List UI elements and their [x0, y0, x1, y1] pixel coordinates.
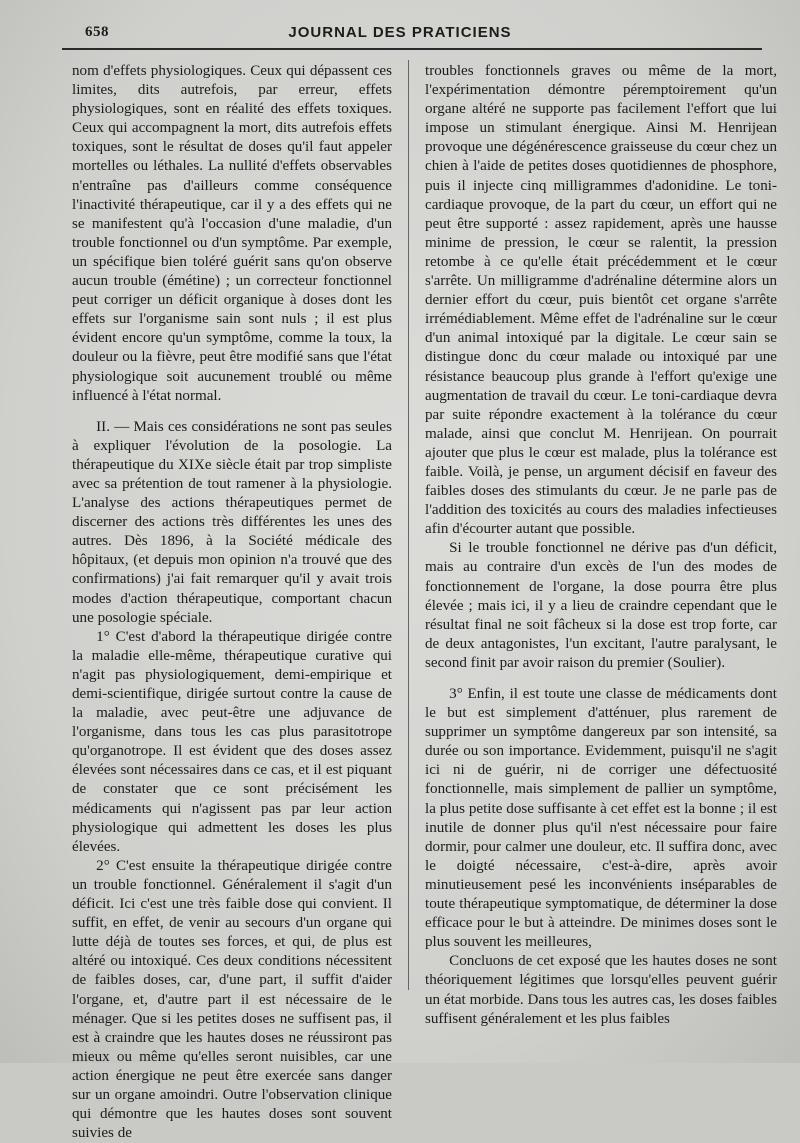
- paragraph: troubles fonctionnels graves ou même de la mort, l'expérimentation démontre péremptoirement qu'un organe altéré ne supporte pas facilement l'effort que lui impose un stimulant énergique. Ainsi M. Henrijean provoque une dégénérescence graisseuse du cœur chez un chien à l'aide de petites doses quotidiennes de phosphore, puis il injecte cinq milligrammes d'adonidine. Le toni-cardiaque provoque, de la part du cœur, un effort qui ne peut être supporté : assez rapidement, après une hausse minime de pression, le cœur se ralentit, la pression retombe à ce qu'elle était précédemment et le cœur s'arrête. Un milligramme d'adrénaline détermine alors un dernier effort du cœur, puis bientôt cet organe s'arrête irrémédiablement. Même effet de l'adrénaline sur le cœur d'un animal intoxiqué par la digitale. Le cœur sain se distingue donc du cœur malade ou intoxiqué par une résistance beaucoup plus grande à l'effort qu'exige une augmentation de travail du cœur. Le toni-cardiaque devra par suite répondre exactement à la tolérance du cœur malade, ainsi que conclut M. Henrijean. On pourrait ajouter que plus le cœur est malade, plus la tolérance est faible. Voilà, je pense, un argument décisif en faveur des faibles doses des stimulants du cœur. Je ne parle pas de l'addition des toxicités au cours des maladies infectieuses afin d'écourter autant que possible.: [425, 63, 777, 538]
- paragraph: Si le trouble fonctionnel ne dérive pas d'un déficit, mais au contraire d'un excès de l'un des modes de fonctionnement de l'organe, la dose pourra être plus élevée ; mais ici, il y a lieu de craindre cependant que le résultat final ne soit fâcheux si la dose est trop forte, car de deux antagonistes, l'un excitant, l'autre paralysant, le second finit par avoir raison du premier (Soulier).: [425, 540, 777, 671]
- right-column: [425, 62, 777, 1029]
- header-rule: [62, 48, 762, 50]
- column-divider: [408, 60, 409, 990]
- left-column: [72, 62, 392, 1143]
- page-number: 658: [85, 24, 109, 40]
- paragraph: 3° Enfin, il est toute une classe de médicaments dont le but est simplement d'atténuer, plus rarement de supprimer un symptôme dangereux par son intensité, sa durée ou son importance. Evidemment, puisqu'il ne s'agit ici ni de guérir, ni de corriger une défectuosité fonctionnelle, mais simplement de pallier un symptôme, la plus petite dose suffisante à cet effet est la bonne ; il est inutile de donner plus qu'il n'est nécessaire pour faire dormir, pour calmer une douleur, etc. Il suffira donc, avec le doigté nécessaire, c'est-à-dire, après avoir minutieusement pesé les inconvénients inséparables de toute thérapeutique symptomatique, de déterminer la dose efficace pour le but à atteindre. De minimes doses sont le plus souvent les meilleures,: [425, 686, 777, 951]
- paragraph: 1° C'est d'abord la thérapeutique dirigée contre la maladie elle-même, thérapeutique curative qui n'agit pas physiologiquement, demi-empirique et demi-scientifique, dirigée surtout contre la cause de la maladie, avec peut-être une adjuvance de l'organisme, dans tous les cas plus parasitotrope qu'organotrope. Il est évident que des doses assez élevées sont nécessaires dans ce cas, et il est piquant de constater que ce sont précisément les médicaments qui n'agissent pas par leur action physiologique qui admettent les doses les plus élevées.: [72, 628, 392, 855]
- page-header: [0, 0, 800, 60]
- paragraph: nom d'effets physiologiques. Ceux qui dépassent ces limites, dits autrefois, par erreur, effets physiologiques, sont en réalité des effets toxiques. Ceux qui accompagnent la mort, dits autrefois effets toxiques, sont le résultat de doses qu'il faut appeler mortelles ou léthales. La nullité d'effets observables n'entraîne pas d'ailleurs comme conséquence l'inactivité thérapeutique, car il y a des effets qui ne se manifestent qu'à l'occasion d'une maladie, d'un trouble fonctionnel ou d'un symptôme. Par exemple, un spécifique bien toléré guérit sans qu'on observe aucun trouble (émétine) ; un correcteur fonctionnel peut corriger un déficit organique à doses dont les effets sur l'organisme sain sont nuls ; il est plus évident encore qu'un symptôme, comme la toux, la douleur ou la fièvre, peut être modifié sans que l'état physiologique soit aucunement troublé ou même influencé à l'état normal.: [72, 63, 392, 404]
- running-title: JOURNAL DES PRATICIENS: [288, 24, 512, 41]
- paragraph: Concluons de cet exposé que les hautes doses ne sont théoriquement légitimes que lorsqu'elles peuvent guérir un état morbide. Dans tous les autres cas, les doses faibles suffisent généralement et les plus faibles: [425, 953, 777, 1027]
- paragraph: II. — Mais ces considérations ne sont pas seules à expliquer l'évolution de la posologie. La thérapeutique du XIXe siècle était par trop simpliste avec sa prétention de tout ramener à la physiologie. L'analyse des actions thérapeutiques permet de discerner des actions très différentes les unes des autres. Dès 1896, à la Société médicale des hôpitaux, (et depuis mon opinion n'a trouvé que des confirmations) j'ai fait remarquer qu'il y avait trois modes d'action thérapeutique, comportant chacun une posologie spéciale.: [72, 418, 392, 626]
- paragraph: 2° C'est ensuite la thérapeutique dirigée contre un trouble fonctionnel. Généralement il s'agit d'un déficit. Ici c'est une très faible dose qui convient. Il suffit, en effet, de venir au secours d'un organe qui lutte déjà de toutes ses forces, et qui, de plus est altéré ou intoxiqué. Ces deux conditions nécessitent de faibles doses, car, d'une part, il suffit d'aider l'organe, et, d'autre part il est nécessaire de le ménager. Que si les petites doses ne suffisent pas, il est à craindre que les hautes doses ne réussiront pas mieux ou même qu'elles seront nuisibles, car une action énergique ne peut être exercée sans danger sur un organe amoindri. Outre l'observation clinique qui démontre que les hautes doses sont souvent suivies de: [72, 857, 392, 1142]
